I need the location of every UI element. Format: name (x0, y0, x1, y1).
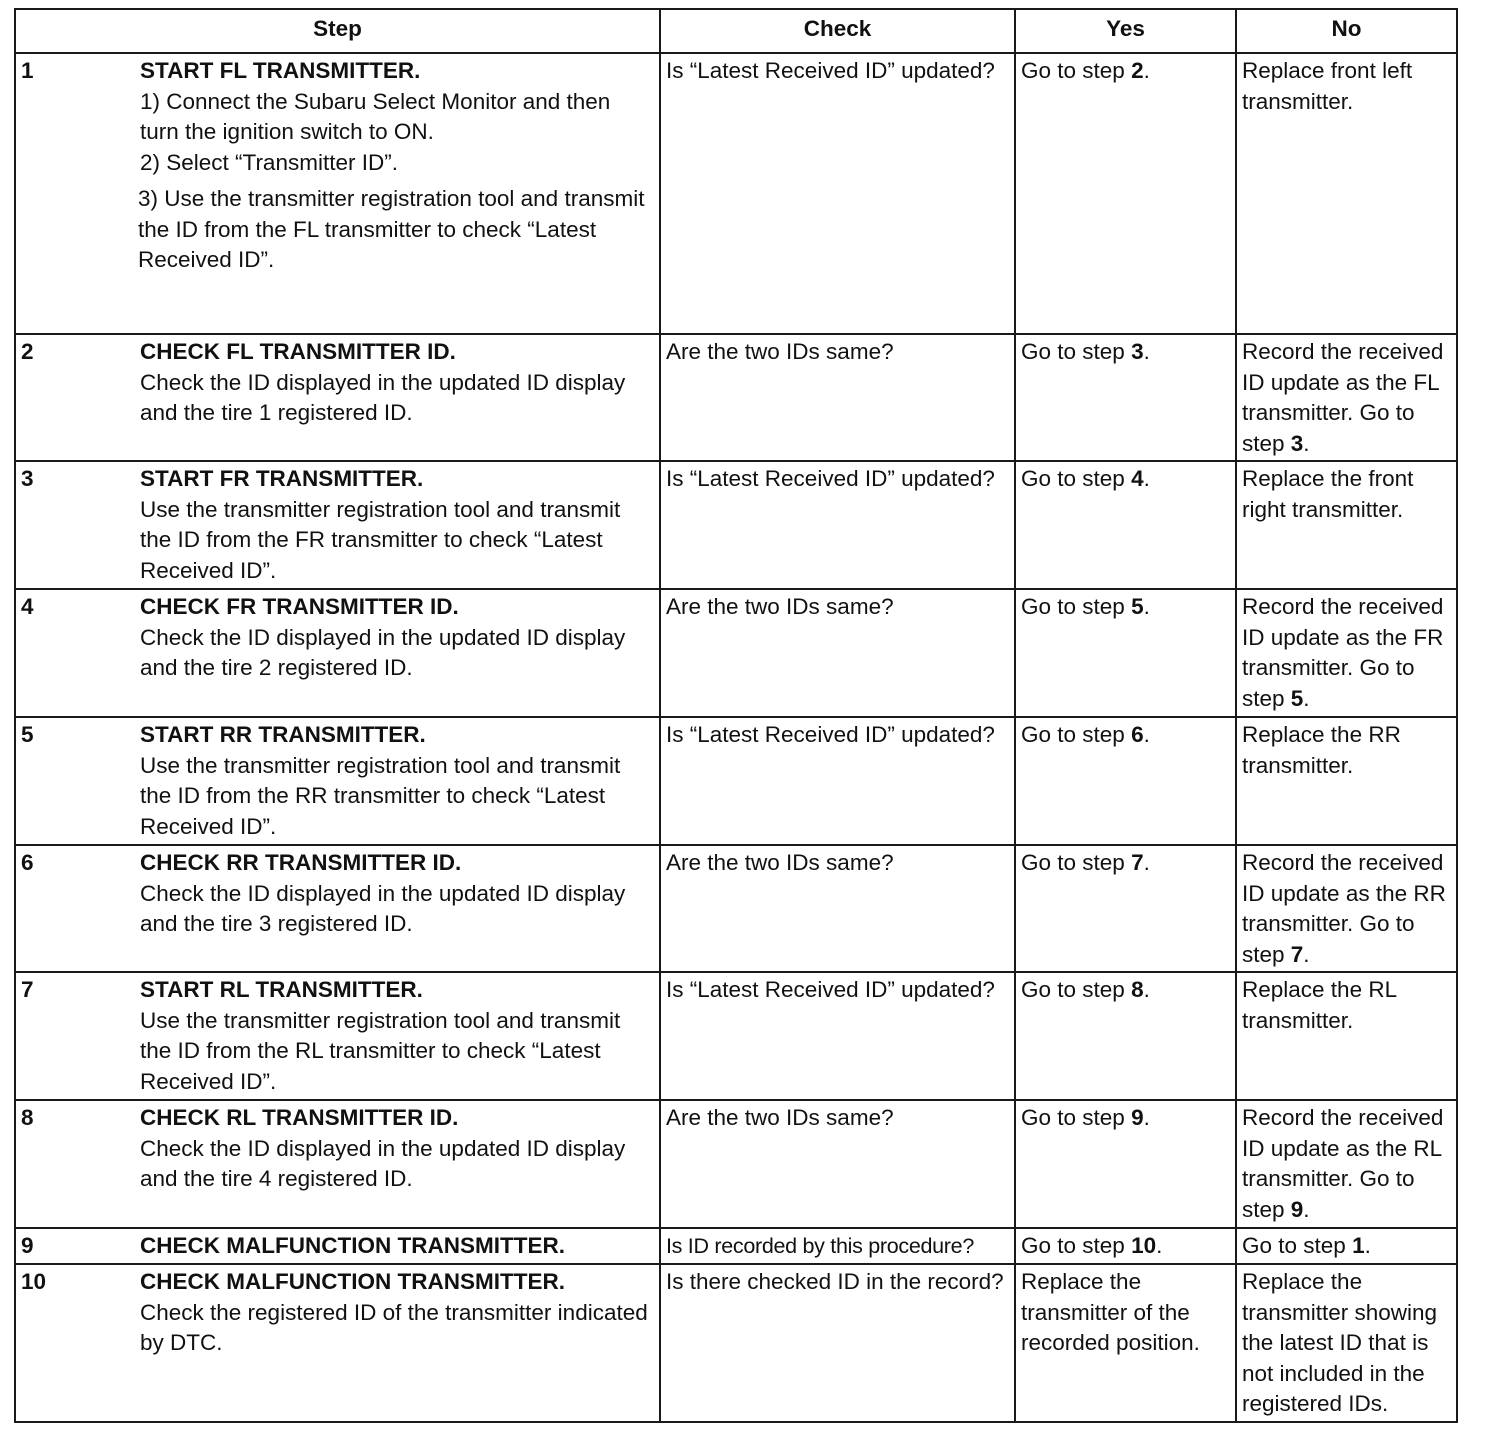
table-header-row (15, 9, 1457, 53)
no-suffix: . (1364, 1233, 1371, 1258)
yes-cell (1015, 845, 1236, 972)
yes-cell (1015, 53, 1236, 334)
step-body: Check the ID displayed in the updated ID display and the tire 4 registered ID. (140, 1135, 626, 1191)
yes-suffix: . (1143, 466, 1150, 491)
no-cell (1236, 589, 1457, 717)
step-body: Check the ID displayed in the updated ID display and the tire 2 registered ID. (140, 624, 626, 680)
check-cell: Are the two IDs same? (660, 334, 1015, 461)
step-title: START RR TRANSMITTER. (140, 722, 426, 747)
yes-step-ref: 9 (1131, 1105, 1144, 1130)
no-cell (1236, 717, 1457, 845)
check-cell: Is “Latest Received ID” updated? (660, 972, 1015, 1100)
yes-suffix: . (1156, 1233, 1163, 1258)
yes-step-ref: 4 (1131, 466, 1144, 491)
yes-step-ref: 8 (1131, 977, 1144, 1002)
no-text: Replace front left transmitter. (1242, 58, 1413, 114)
table-row (15, 972, 1457, 1100)
step-number: 5 (21, 722, 34, 747)
header-yes: Yes (1015, 9, 1236, 53)
diagnostic-procedure-table (14, 8, 1458, 1423)
check-cell: Are the two IDs same? (660, 845, 1015, 972)
step-number: 1 (21, 58, 34, 83)
yes-text: Go to step (1021, 466, 1132, 491)
no-text: Replace the front right transmitter. (1242, 466, 1414, 522)
table-row (15, 461, 1457, 589)
yes-cell (1015, 589, 1236, 717)
step-cell (15, 1264, 660, 1422)
no-step-ref: 5 (1290, 685, 1304, 711)
no-step-ref: 9 (1290, 1196, 1304, 1222)
no-text: Record the received ID update as the FL transmitter. Go to step (1242, 339, 1444, 456)
step-title: START FL TRANSMITTER. (140, 58, 421, 83)
step-number: 4 (21, 594, 34, 619)
yes-step-ref: 6 (1131, 722, 1144, 747)
step-title: CHECK MALFUNCTION TRANSMITTER. (140, 1269, 565, 1294)
step-body: Use the transmitter registration tool and transmit the ID from the FR transmitter to check “Latest Received ID”. (140, 496, 621, 583)
yes-text: Go to step (1021, 977, 1132, 1002)
step-title: CHECK RR TRANSMITTER ID. (140, 850, 462, 875)
yes-text: Go to step (1021, 1233, 1132, 1258)
check-cell: Is “Latest Received ID” updated? (660, 717, 1015, 845)
yes-suffix: . (1143, 339, 1150, 364)
step-cell (15, 334, 660, 461)
step-body: Check the registered ID of the transmitter indicated by DTC. (140, 1299, 648, 1355)
step-cell (15, 589, 660, 717)
yes-text: Go to step (1021, 722, 1132, 747)
no-text: Replace the RR transmitter. (1242, 722, 1401, 778)
yes-text: Go to step (1021, 339, 1132, 364)
table-row (15, 717, 1457, 845)
yes-suffix: . (1143, 1105, 1150, 1130)
step-body: Check the ID displayed in the updated ID display and the tire 3 registered ID. (140, 880, 626, 936)
yes-cell (1015, 972, 1236, 1100)
step-cell (15, 717, 660, 845)
yes-step-ref: 2 (1131, 58, 1144, 83)
step-title: CHECK FL TRANSMITTER ID. (140, 339, 456, 364)
table-row (15, 53, 1457, 334)
header-check: Check (660, 9, 1015, 53)
no-cell (1236, 1228, 1457, 1264)
step-sub-item: 2) Select “Transmitter ID”. (140, 149, 398, 175)
yes-text: Go to step (1021, 594, 1132, 619)
step-number: 9 (21, 1233, 34, 1258)
step-cell (15, 53, 660, 334)
yes-cell (1015, 461, 1236, 589)
step-number: 6 (21, 850, 34, 875)
table-row (15, 1264, 1457, 1422)
no-cell (1236, 1264, 1457, 1422)
yes-cell (1015, 717, 1236, 845)
step-number: 7 (21, 977, 34, 1002)
no-cell (1236, 972, 1457, 1100)
yes-suffix: . (1143, 722, 1150, 747)
step-cell (15, 845, 660, 972)
yes-text: Replace the transmitter of the recorded position. (1021, 1269, 1200, 1355)
no-step-ref: 1 (1352, 1233, 1365, 1258)
yes-cell (1015, 1264, 1236, 1422)
yes-suffix: . (1143, 850, 1150, 875)
table-row (15, 334, 1457, 461)
table-row (15, 589, 1457, 717)
step-title: START FR TRANSMITTER. (140, 466, 424, 491)
check-cell: Is “Latest Received ID” updated? (660, 461, 1015, 589)
yes-suffix: . (1143, 594, 1150, 619)
no-step-ref: 7 (1290, 941, 1304, 967)
no-text: Record the received ID update as the RL transmitter. Go to step (1242, 1105, 1444, 1222)
check-cell: Is ID recorded by this procedure? (660, 1228, 1015, 1264)
check-cell: Are the two IDs same? (660, 589, 1015, 717)
no-suffix: . (1303, 1196, 1310, 1222)
step-number: 2 (21, 339, 34, 364)
yes-suffix: . (1143, 58, 1150, 83)
check-cell: Is “Latest Received ID” updated? (660, 53, 1015, 334)
no-text: Replace the RL transmitter. (1242, 977, 1397, 1033)
no-text: Record the received ID update as the RR transmitter. Go to step (1242, 850, 1446, 967)
yes-cell (1015, 1100, 1236, 1228)
header-step: Step (15, 9, 660, 53)
no-step-ref: 3 (1290, 430, 1304, 456)
step-cell (15, 461, 660, 589)
step-sub-item: 3) Use the transmitter registration tool and transmit the ID from the FL transmitter to check “Latest Received ID”. (138, 186, 645, 272)
no-cell (1236, 53, 1457, 334)
table-row (15, 1100, 1457, 1228)
step-number: 8 (21, 1105, 34, 1130)
no-text: Go to step (1242, 1233, 1353, 1258)
yes-step-ref: 10 (1131, 1233, 1157, 1258)
yes-step-ref: 5 (1131, 594, 1144, 619)
no-suffix: . (1303, 430, 1310, 456)
no-text: Replace the transmitter showing the latest ID that is not included in the registered IDs. (1242, 1269, 1438, 1416)
check-cell: Is there checked ID in the record? (660, 1264, 1015, 1422)
table-row (15, 845, 1457, 972)
step-cell (15, 1100, 660, 1228)
step-number: 3 (21, 466, 34, 491)
yes-suffix: . (1143, 977, 1150, 1002)
no-cell (1236, 845, 1457, 972)
step-title: CHECK MALFUNCTION TRANSMITTER. (140, 1233, 565, 1258)
header-no: No (1236, 9, 1457, 53)
no-cell (1236, 1100, 1457, 1228)
step-body: Use the transmitter registration tool and transmit the ID from the RL transmitter to check “Latest Received ID”. (140, 1007, 621, 1094)
step-number: 10 (21, 1269, 47, 1294)
step-title: CHECK RL TRANSMITTER ID. (140, 1105, 459, 1130)
yes-text: Go to step (1021, 58, 1132, 83)
step-body: Use the transmitter registration tool and transmit the ID from the RR transmitter to check “Latest Received ID”. (140, 752, 621, 839)
check-cell: Are the two IDs same? (660, 1100, 1015, 1228)
yes-cell (1015, 334, 1236, 461)
step-cell (15, 1228, 660, 1264)
step-title: START RL TRANSMITTER. (140, 977, 423, 1002)
step-body: Check the ID displayed in the updated ID display and the tire 1 registered ID. (140, 369, 626, 425)
step-sub-item: 1) Connect the Subaru Select Monitor and then turn the ignition switch to ON. (140, 88, 611, 144)
yes-text: Go to step (1021, 850, 1132, 875)
no-suffix: . (1303, 685, 1310, 711)
yes-text: Go to step (1021, 1105, 1132, 1130)
no-text: Record the received ID update as the FR transmitter. Go to step (1242, 594, 1444, 711)
yes-step-ref: 3 (1131, 339, 1144, 364)
step-title: CHECK FR TRANSMITTER ID. (140, 594, 459, 619)
no-suffix: . (1303, 941, 1310, 967)
yes-cell (1015, 1228, 1236, 1264)
yes-step-ref: 7 (1131, 850, 1144, 875)
no-cell (1236, 461, 1457, 589)
no-cell (1236, 334, 1457, 461)
step-cell (15, 972, 660, 1100)
table-row (15, 1228, 1457, 1264)
